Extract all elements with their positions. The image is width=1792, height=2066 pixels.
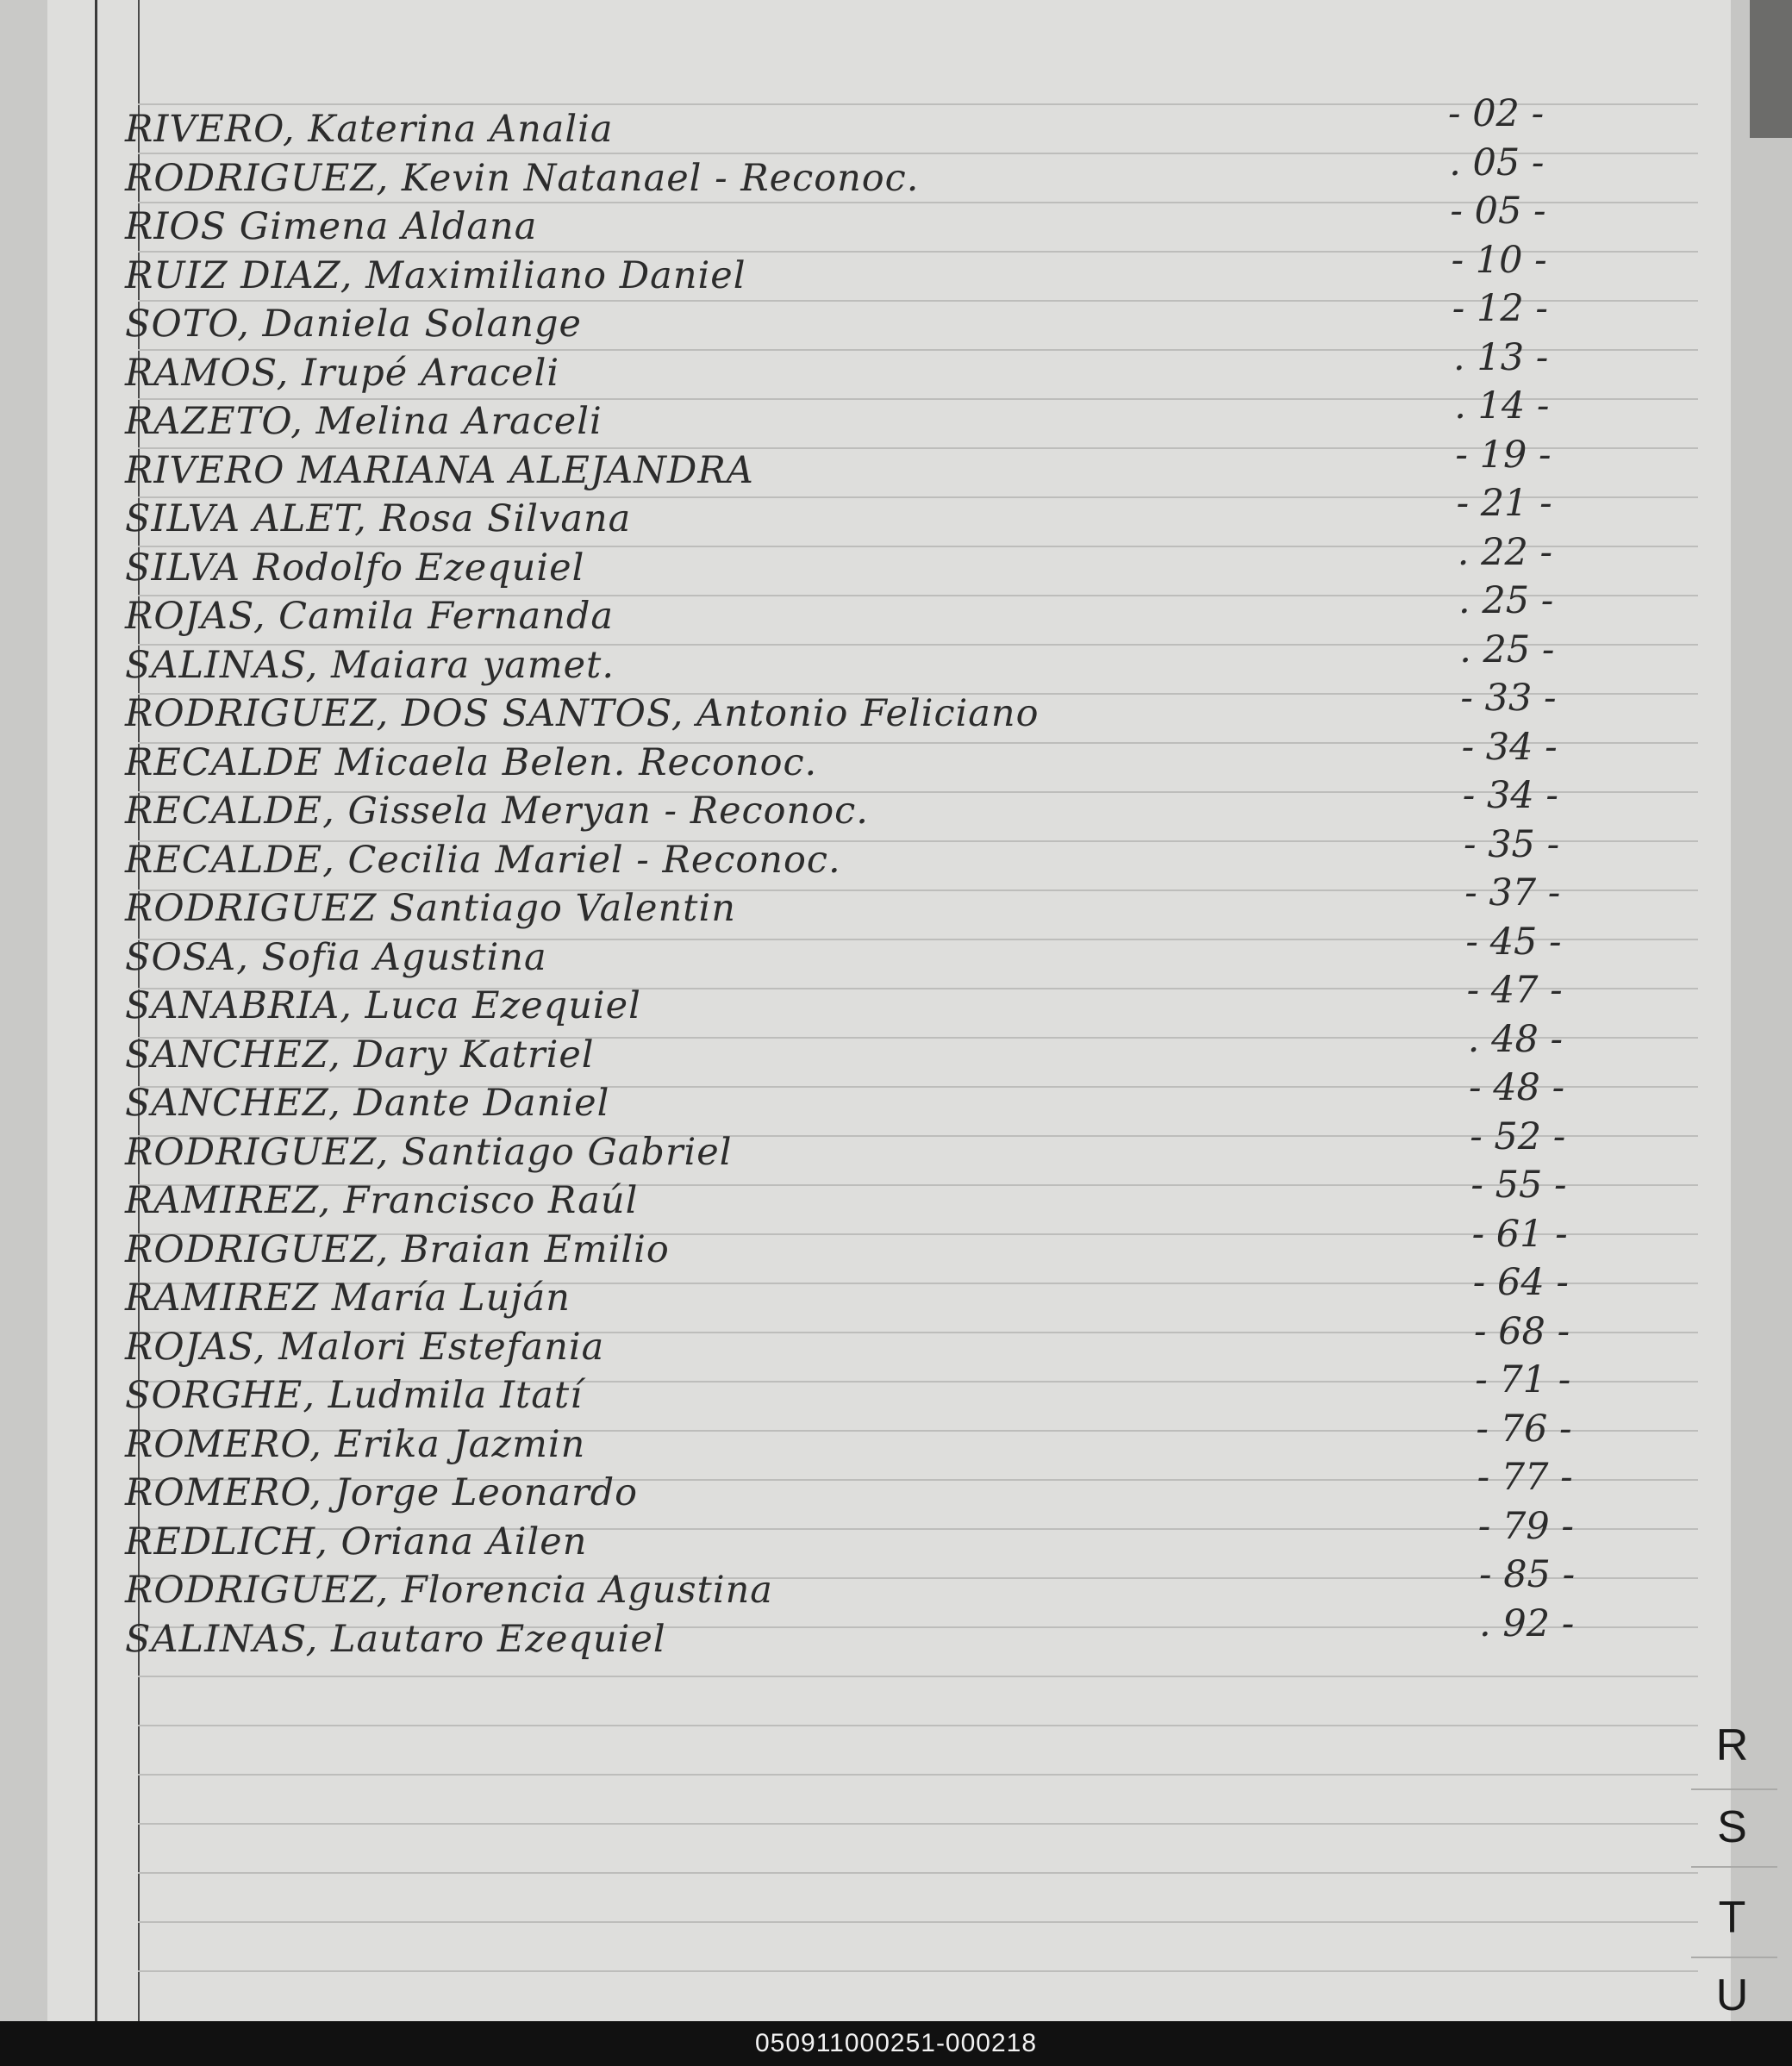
entry-name: REDLICH, Oriana Ailen <box>125 1520 588 1564</box>
entry-number: - 33 - <box>1460 677 1557 720</box>
entry-name: RIVERO, Katerina Analia <box>125 108 614 151</box>
entry-number: . 05 - <box>1449 141 1545 184</box>
entry-number: - 19 - <box>1455 434 1552 477</box>
ruled-line <box>138 1921 1698 1923</box>
entry-number: - 37 - <box>1464 871 1561 914</box>
entry-name: SILVA ALET, Rosa Silvana <box>125 497 632 540</box>
entry-number: - 64 - <box>1472 1261 1569 1304</box>
index-tab-r: R <box>1715 1720 1749 1770</box>
entry-name: SORGHE, Ludmila Itatí <box>125 1374 583 1417</box>
entry-name: SALINAS, Maiara yamet. <box>125 644 615 687</box>
tab-divider <box>1691 1788 1777 1790</box>
entry-name: ROJAS, Malori Estefania <box>125 1326 605 1369</box>
entry-number: . 14 - <box>1454 384 1550 428</box>
entry-number: - 21 - <box>1456 482 1552 525</box>
entry-number: - 52 - <box>1470 1115 1566 1158</box>
entry-number: - 34 - <box>1462 774 1558 817</box>
entry-number: - 85 - <box>1479 1553 1576 1596</box>
entry-number: . 48 - <box>1467 1018 1564 1061</box>
entry-name: RODRIGUEZ, Braian Emilio <box>125 1228 670 1271</box>
entry-name: RECALDE Micaela Belen. Reconoc. <box>125 741 818 784</box>
entry-number: . 25 - <box>1458 579 1554 622</box>
entry-number: - 10 - <box>1451 239 1547 282</box>
entry-number: - 45 - <box>1465 921 1562 964</box>
entry-number: - 77 - <box>1477 1456 1573 1499</box>
entry-number: - 34 - <box>1461 726 1558 769</box>
ruled-line <box>138 1774 1698 1776</box>
entry-name: RODRIGUEZ, Santiago Gabriel <box>125 1131 733 1174</box>
entry-name: RIOS Gimena Aldana <box>125 205 538 248</box>
entry-name: SILVA Rodolfo Ezequiel <box>125 546 585 590</box>
entry-name: RODRIGUEZ Santiago Valentin <box>125 887 736 930</box>
entry-name: ROMERO, Erika Jazmin <box>125 1423 586 1466</box>
entry-name: SANCHEZ, Dary Katriel <box>125 1033 595 1077</box>
ruled-line <box>138 1970 1698 1972</box>
index-tab-strip <box>1731 0 1792 2021</box>
entry-number: - 61 - <box>1471 1213 1568 1256</box>
margin-line <box>95 0 97 2021</box>
entry-name: ROJAS, Camila Fernanda <box>125 595 614 638</box>
entry-name: SOTO, Daniela Solange <box>125 303 582 346</box>
entry-name: RAMOS, Irupé Araceli <box>125 352 560 395</box>
entry-name: RECALDE, Gissela Meryan - Reconoc. <box>125 790 869 833</box>
entry-number: - 47 - <box>1466 969 1563 1012</box>
entry-number: - 05 - <box>1450 190 1546 233</box>
entry-name: RAMIREZ María Luján <box>125 1276 571 1320</box>
entry-number: . 13 - <box>1453 336 1549 379</box>
entry-name: SALINAS, Lautaro Ezequiel <box>125 1618 666 1661</box>
page-edge-shadow <box>1750 0 1792 138</box>
entry-number: - 12 - <box>1452 287 1548 330</box>
entry-name: RAMIREZ, Francisco Raúl <box>125 1179 639 1222</box>
entry-name: ROMERO, Jorge Leonardo <box>125 1471 639 1514</box>
tab-divider <box>1691 1866 1777 1868</box>
ruled-line <box>138 1676 1698 1677</box>
page-left-shadow <box>0 0 52 2021</box>
entry-name: SOSA, Sofia Agustina <box>125 936 547 979</box>
entry-number: . 25 - <box>1459 628 1555 671</box>
entry-number: - 71 - <box>1475 1358 1571 1401</box>
entry-name: SANCHEZ, Dante Daniel <box>125 1082 610 1125</box>
entry-number: . 22 - <box>1457 531 1553 574</box>
index-tab-u: U <box>1715 1970 1749 2020</box>
entry-name: RODRIGUEZ, DOS SANTOS, Antonio Feliciano <box>125 692 1040 735</box>
entry-number: - 68 - <box>1474 1310 1570 1353</box>
entry-name: RECALDE, Cecilia Mariel - Reconoc. <box>125 839 841 882</box>
entry-name: RAZETO, Melina Araceli <box>125 400 603 443</box>
entry-number: - 48 - <box>1469 1066 1565 1109</box>
entry-number: . 92 - <box>1479 1602 1575 1645</box>
ruled-line <box>138 1725 1698 1726</box>
entry-number: - 02 - <box>1448 92 1545 135</box>
entry-name: RODRIGUEZ, Kevin Natanael - Reconoc. <box>125 157 920 200</box>
entry-name: RUIZ DIAZ, Maximiliano Daniel <box>125 254 746 297</box>
entry-name: RODRIGUEZ, Florencia Agustina <box>125 1569 773 1612</box>
entry-number: - 79 - <box>1477 1505 1574 1548</box>
index-tab-t: T <box>1718 1893 1746 1943</box>
entry-number: - 55 - <box>1470 1164 1567 1207</box>
tab-divider <box>1691 1957 1777 1958</box>
scan-id-footer: 050911000251-000218 <box>0 2021 1792 2066</box>
ruled-line <box>138 1872 1698 1874</box>
entry-number: - 76 - <box>1476 1408 1572 1451</box>
entry-name: RIVERO MARIANA ALEJANDRA <box>125 449 754 492</box>
entry-number: - 35 - <box>1464 823 1560 866</box>
index-tab-s: S <box>1717 1802 1747 1852</box>
entry-name: SANABRIA, Luca Ezequiel <box>125 984 641 1027</box>
ruled-line <box>138 1823 1698 1825</box>
